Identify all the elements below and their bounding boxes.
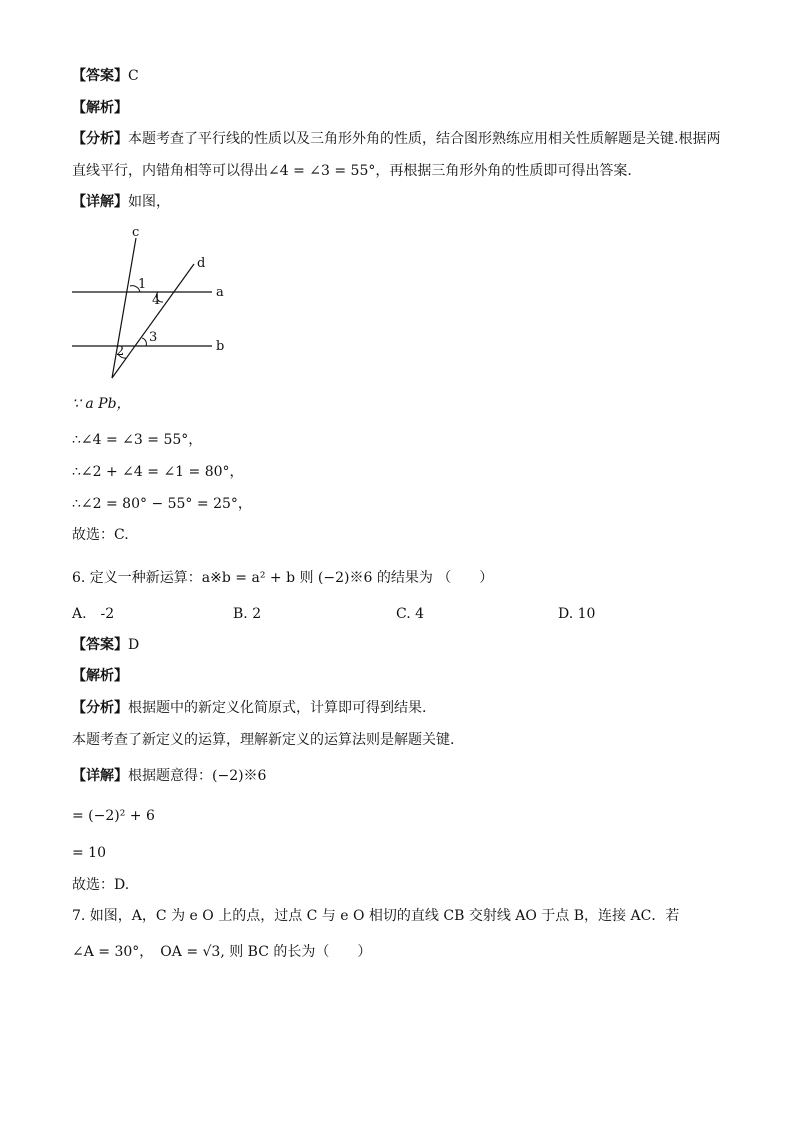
q5-detail-line xyxy=(72,192,170,212)
q5-step3: ∴∠2 + ∠4 = ∠1 = 80°， xyxy=(72,464,244,480)
q6-option-c: C. 4 xyxy=(396,606,425,622)
label-2: 2 xyxy=(116,344,125,359)
detail-tag: 【详解】 xyxy=(72,194,128,210)
fenxi-tag: 【分析】 xyxy=(72,131,128,147)
detail-tag: 【详解】 xyxy=(72,768,128,784)
answer-value: C xyxy=(128,68,139,84)
q6-calc1: = (−2)² + 6 xyxy=(72,808,155,824)
label-3: 3 xyxy=(149,330,158,345)
q6-calc2: = 10 xyxy=(72,845,106,861)
answer-tag: 【答案】 xyxy=(72,68,128,84)
answer-tag: 【答案】 xyxy=(72,637,128,653)
parallel-lines-figure xyxy=(60,222,240,382)
q6-answer-line xyxy=(72,635,139,655)
label-d: d xyxy=(197,256,206,271)
q6-fenxi-line2: 本题考查了新定义的运算，理解新定义的运算法则是解题关键. xyxy=(72,732,455,748)
label-a: a xyxy=(216,285,224,300)
q6-fenxi-line1 xyxy=(72,698,426,718)
detail-text: 如图， xyxy=(128,194,170,210)
q6-detail-line xyxy=(72,766,266,786)
fenxi-text: 根据题中的新定义化简原式，计算即可得到结果. xyxy=(128,700,427,716)
q6-stem: 6. 定义一种新运算：a※b = a² + b 则 (−2)※6 的结果为 （ ） xyxy=(72,570,494,586)
q5-step4: ∴∠2 = 80° − 55° = 25°， xyxy=(72,496,252,512)
label-4: 4 xyxy=(152,293,161,308)
q5-choose: 故选：C. xyxy=(72,527,129,543)
line-d xyxy=(112,264,194,378)
q5-analysis-tag: 【解析】 xyxy=(72,100,128,116)
label-1: 1 xyxy=(138,277,147,292)
q5-step2: ∴∠4 = ∠3 = 55°， xyxy=(72,432,203,448)
angle-3-arc xyxy=(142,338,146,346)
label-b: b xyxy=(216,339,225,354)
fenxi-text: 本题考查了平行线的性质以及三角形外角的性质，结合图形熟练应用相关性质解题是关键.根据两 xyxy=(128,131,721,147)
q6-option-a: A. -2 xyxy=(72,606,115,622)
fenxi-tag: 【分析】 xyxy=(72,700,128,716)
answer-value: D xyxy=(128,637,140,653)
q7-line2: ∠A = 30°， OA = √3, 则 BC 的长为（ ） xyxy=(72,944,372,960)
detail-text: 根据题意得：(−2)※6 xyxy=(128,768,267,784)
q6-analysis-tag: 【解析】 xyxy=(72,668,128,684)
q6-choose: 故选：D. xyxy=(72,877,130,893)
q6-option-b: B. 2 xyxy=(233,606,262,622)
q5-fenxi-line2: 直线平行，内错角相等可以得出∠4 = ∠3 = 55°，再根据三角形外角的性质即可得出答案. xyxy=(72,163,632,179)
label-c: c xyxy=(132,225,140,240)
q7-line1: 7. 如图，A，C 为 e O 上的点，过点 C 与 e O 相切的直线 CB 交射线 AO 于点 B，连接 AC．若 xyxy=(72,908,680,924)
q5-step1: ∵ a Pb， xyxy=(72,396,131,412)
q5-fenxi-line1 xyxy=(72,129,720,149)
q6-option-d: D. 10 xyxy=(558,606,596,622)
q5-answer-line xyxy=(72,66,139,86)
